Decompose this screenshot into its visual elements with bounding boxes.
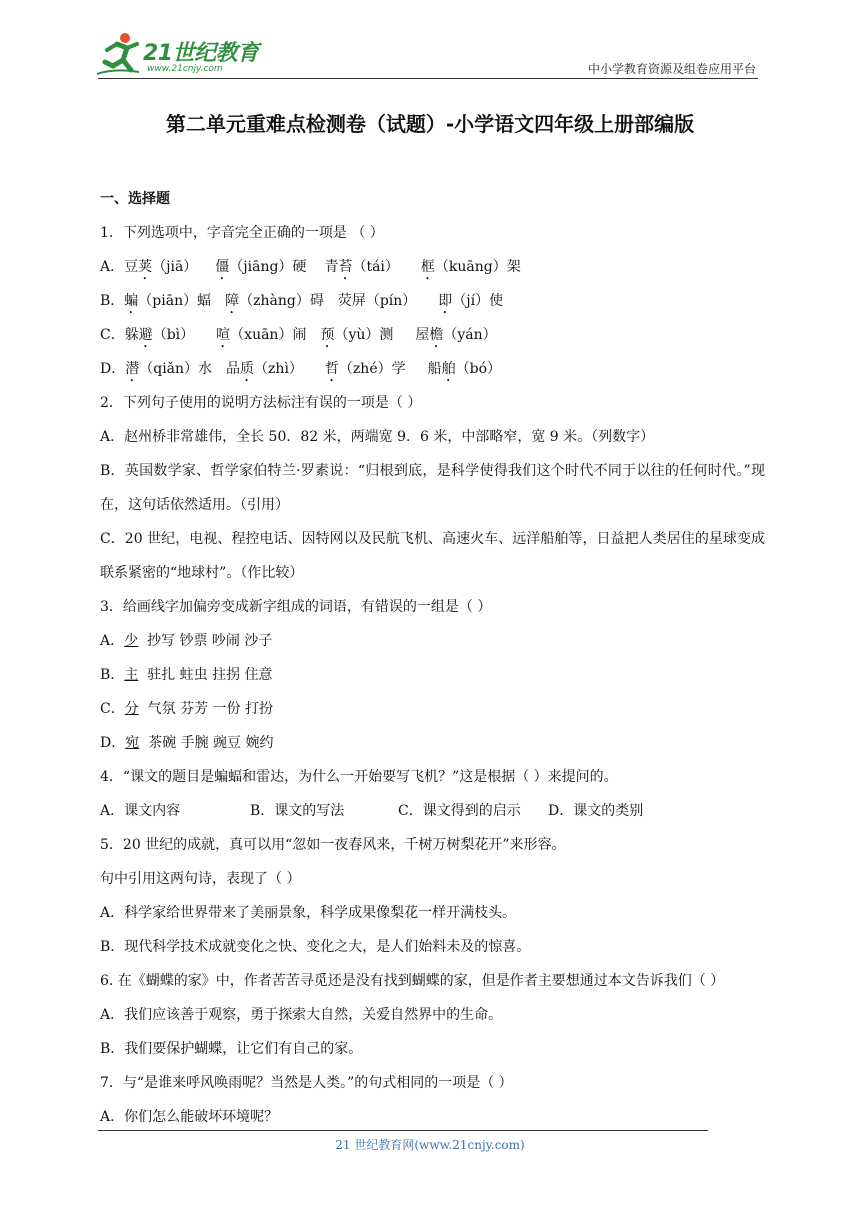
question-6-stem: 6. 在《蝴蝶的家》中，作者苦苦寻觅还是没有找到蝴蝶的家，但是作者主要想通过本文告诉我们（ ）: [100, 973, 725, 989]
question-1-option-d: D．潜（qiǎn）水 品质（zhì） 哲（zhé）学 船舶（bó）: [100, 361, 501, 377]
question-5-option-a: A．科学家给世界带来了美丽景象，科学成果像梨花一样开满枝头。: [100, 905, 517, 921]
question-3-option-d: D．宛 茶碗 手腕 豌豆 婉约: [100, 735, 274, 751]
logo-url: www.21cnjy.com: [147, 64, 223, 74]
question-3-option-b: B．主 驻扎 蛀虫 拄拐 住意: [100, 667, 273, 683]
question-2-option-b: B．英国数学家、哲学家伯特兰·罗素说：“归根到底，是科学使得我们这个时代不同于以往的任何时代。”现在，这句话依然适用。（引用）: [100, 463, 765, 513]
question-4-stem: 4．“课文的题目是蝙蝠和雷达，为什么一开始要写飞机？”这是根据（ ）来提问的。: [100, 769, 618, 785]
question-content: [100, 188, 765, 1134]
question-3-option-a: A．少 抄写 钞票 吵闹 沙子: [100, 633, 273, 649]
header-divider: [98, 78, 758, 79]
question-7-stem: 7．与“是谁来呼风唤雨呢？当然是人类。”的句式相同的一项是（ ）: [100, 1075, 513, 1091]
question-2-option-c: C．20 世纪，电视、程控电话、因特网以及民航飞机、高速火车、远洋船舶等，日益把人类居住的星球变成联系紧密的“地球村”。（作比较）: [100, 531, 765, 581]
question-2-stem: 2．下列句子使用的说明方法标注有误的一项是（ ）: [100, 395, 422, 411]
question-7-option-a: A．你们怎么能破坏环境呢？: [100, 1109, 279, 1125]
question-5-stem: 5．20 世纪的成就，真可以用“忽如一夜春风来，千树万树梨花开”来形容。: [100, 837, 566, 853]
question-1-option-a: A．豆荚（jiā） 僵（jiāng）硬 青苔（tái） 框（kuāng）架: [100, 259, 521, 275]
question-5-option-b: B．现代科学技术成就变化之快、变化之大，是人们始料未及的惊喜。: [100, 939, 531, 955]
page-header: [0, 0, 860, 80]
runner-icon: [95, 30, 143, 78]
section-heading: 一、选择题: [100, 191, 170, 207]
question-1-stem: 1．下列选项中，字音完全正确的一项是 （ ）: [100, 225, 384, 241]
page-footer: 21 世纪教育网(www.21cnjy.com): [335, 1138, 525, 1152]
question-6-option-b: B．我们要保护蝴蝶，让它们有自己的家。: [100, 1041, 363, 1057]
question-1-option-b: B．蝙（piān）蝠 障（zhàng）碍 荧屏（pín） 即（jí）使: [100, 293, 504, 309]
platform-name: 中小学教育资源及组卷应用平台: [587, 62, 756, 76]
question-4-options: A．课文内容 B．课文的写法 C．课文得到的启示 D．课文的类别: [100, 803, 644, 819]
logo-text: 21世纪教育: [143, 41, 259, 66]
question-5-stem-2: 句中引用这两句诗，表现了（ ）: [100, 871, 301, 887]
question-6-option-a: A．我们应该善于观察，勇于探索大自然，关爱自然界中的生命。: [100, 1007, 503, 1023]
question-3-stem: 3．给画线字加偏旁变成新字组成的词语，有错误的一组是（ ）: [100, 599, 492, 615]
site-logo: [95, 30, 260, 78]
footer-divider: [98, 1130, 708, 1131]
page-title: 第二单元重难点检测卷（试题）-小学语文四年级上册部编版: [165, 112, 695, 136]
question-2-option-a: A．赵州桥非常雄伟，全长 50．82 米，两端宽 9．6 米，中部略窄，宽 9 米。（列数字）: [100, 429, 655, 445]
question-1-option-c: C．躲避（bì） 喧（xuān）闹 预（yù）测 屋檐（yán）: [100, 327, 497, 343]
question-3-option-c: C．分 气氛 芬芳 一份 打扮: [100, 701, 273, 717]
